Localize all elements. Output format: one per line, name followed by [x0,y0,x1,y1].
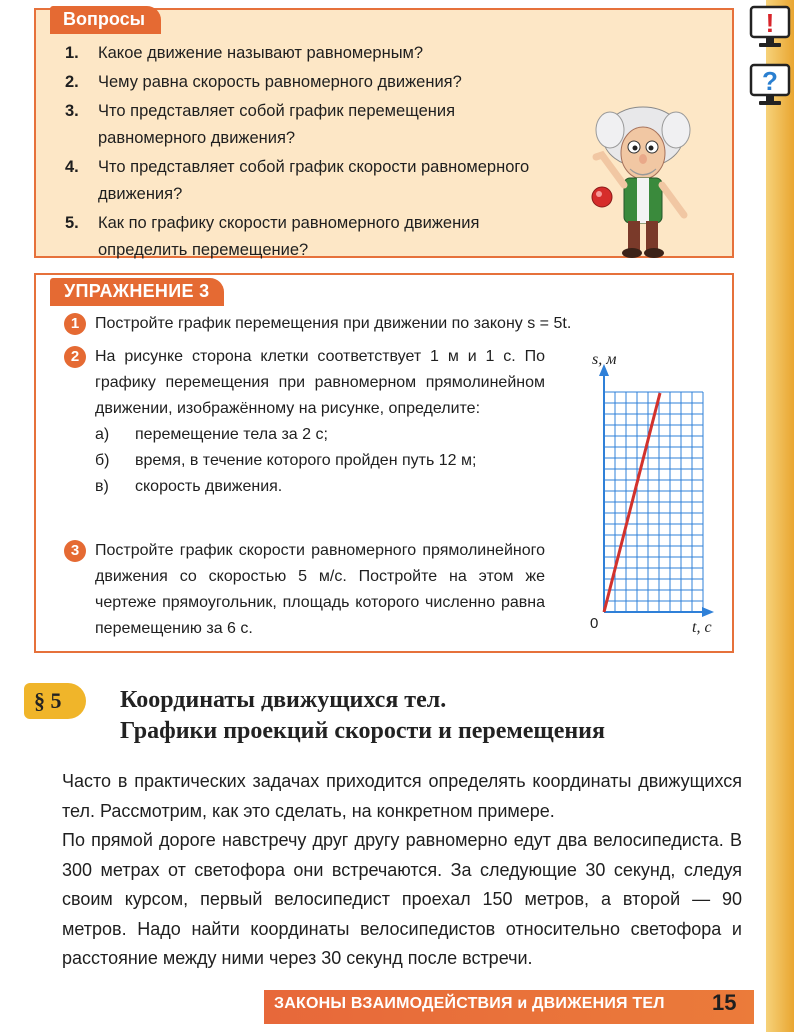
section-title: Координаты движущихся тел. Графики проекций скорости и перемещения [120,687,605,744]
task-2-subitem: б) время, в течение которого пройден путь 12 м; [95,452,477,469]
task-2-subitem: в) скорость движения. [95,478,283,495]
question-item: 3. Что представляет собой график перемещения равномерного движения? [65,102,456,147]
question-monitor-icon [748,62,792,108]
body-paragraph: Часто в практических задачах приходится определять координаты движущихся тел. Рассмотрим, как это сделать, на конкретном примере. [62,771,742,821]
body-paragraph: По прямой дороге навстречу друг другу равномерно едут два велосипедиста. В 300 метрах от светофора они встречаются. За следующие 30 секунд, следуя своим курсом, первый велосипедист проехал 150 метров, а второй — 90 метров. Надо найти координаты велосипедистов относительно светофора и расстояние между ними через 30 секунд после встречи. [62,830,742,968]
question-item: 4. Что представляет собой график скорости равномерного движения? [65,158,530,203]
task-number-badge: 1 [64,313,86,335]
x-axis-arrow [702,607,714,617]
question-item: 1. Какое движение называют равномерным? [65,44,424,62]
important-monitor-icon [748,4,792,50]
task-2-subitem: а) перемещение тела за 2 с; [95,426,328,443]
task-number-badge: 3 [64,540,86,562]
scientist-illustration [588,85,698,260]
page-number: 15 [712,990,737,1015]
exercise-title: УПРАЖНЕНИЕ 3 [50,278,224,306]
questions-list [60,40,550,264]
svg-text:!: ! [765,8,775,38]
task-3-text: Постройте график скорости равномерного прямолинейного движения со скоростью 5 м/с. Постройте на этом же чертеже прямоугольник, площадь которого численно равна перемещению за 6 с. [95,542,545,637]
task-number-badge: 2 [64,346,86,368]
graph-grid [604,392,703,612]
question-item: 5. Как по графику скорости равномерного движения определить перемещение? [65,214,480,259]
task-2 [95,344,545,500]
svg-text:?: ? [762,66,778,96]
task-2-intro: На рисунке сторона клетки соответствует 1 м и 1 с. По графику перемещения при равномерном прямолинейном движении, изображённому на рисунке, определите: [95,348,545,417]
origin-label: 0 [590,615,599,632]
question-item: 2. Чему равна скорость равномерного движения? [65,73,462,91]
y-axis-label: s, м [592,351,617,368]
x-axis-label: t, с [692,619,712,636]
chapter-title: ЗАКОНЫ ВЗАИМОДЕЙСТВИЯ и ДВИЖЕНИЯ ТЕЛ [274,995,665,1012]
task-1-text: Постройте график перемещения при движении по закону s = 5t. [95,315,572,332]
questions-title: Вопросы [50,6,161,34]
page-edge-strip [766,0,794,1032]
section-number-badge: § 5 [24,683,86,719]
displacement-graph [582,346,732,636]
